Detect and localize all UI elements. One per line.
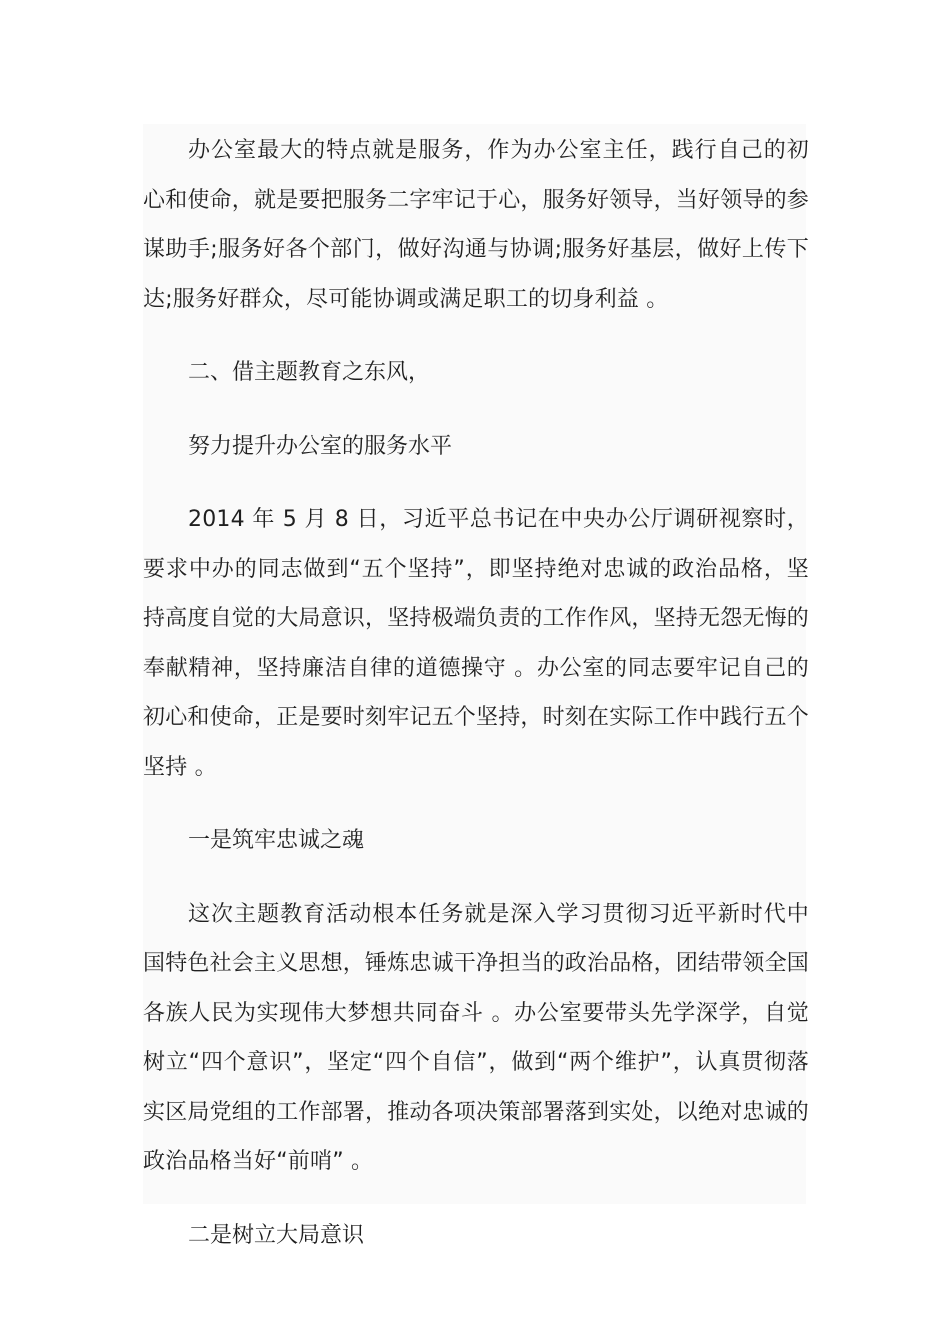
section-subheading: 努力提升办公室的服务水平 <box>188 433 453 459</box>
paragraph-service: 办公室最大的特点就是服务，作为办公室主任，践行自己的初心和使命，就是要把服务二字牢记于心，服务好领导，当好领导的参谋助手;服务好各个部门，做好沟通与协调;服务好基层，做好上传下达;服务好群众，尽可能协调或满足职工的切身利益 。 <box>143 138 810 312</box>
paragraph-five-persistences: 2014 年 5 月 8 日，习近平总书记在中央办公厅调研视察时，要求中办的同志做到“五个坚持”，即坚持绝对忠诚的政治品格，坚持高度自觉的大局意识，坚持极端负责的工作作风，坚持无怨无悔的奉献精神，坚持廉洁自律的道德操守 。办公室的同志要牢记自己的初心和使命，正是要时刻牢记五个坚持，时刻在实际工作中践行五个坚持 。 <box>143 507 810 780</box>
point-heading-loyalty: 一是筑牢忠诚之魂 <box>188 828 365 853</box>
point-heading-overall: 二是树立大局意识 <box>188 1222 365 1248</box>
document-body <box>143 126 809 1260</box>
section-heading-two: 二、借主题教育之东风， <box>188 360 431 385</box>
paragraph-loyalty: 这次主题教育活动根本任务就是深入学习贯彻习近平新时代中国特色社会主义思想，锤炼忠诚干净担当的政治品格，团结带领全国各族人民为实现伟大梦想共同奋斗 。办公室要带头先学深学，自觉树立“四个意识”，坚定“四个自信”，做到“两个维护”，认真贯彻落实区局党组的工作部署，推动各项决策部署落到实处，以绝对忠诚的政治品格当好“前哨” 。 <box>143 901 810 1174</box>
